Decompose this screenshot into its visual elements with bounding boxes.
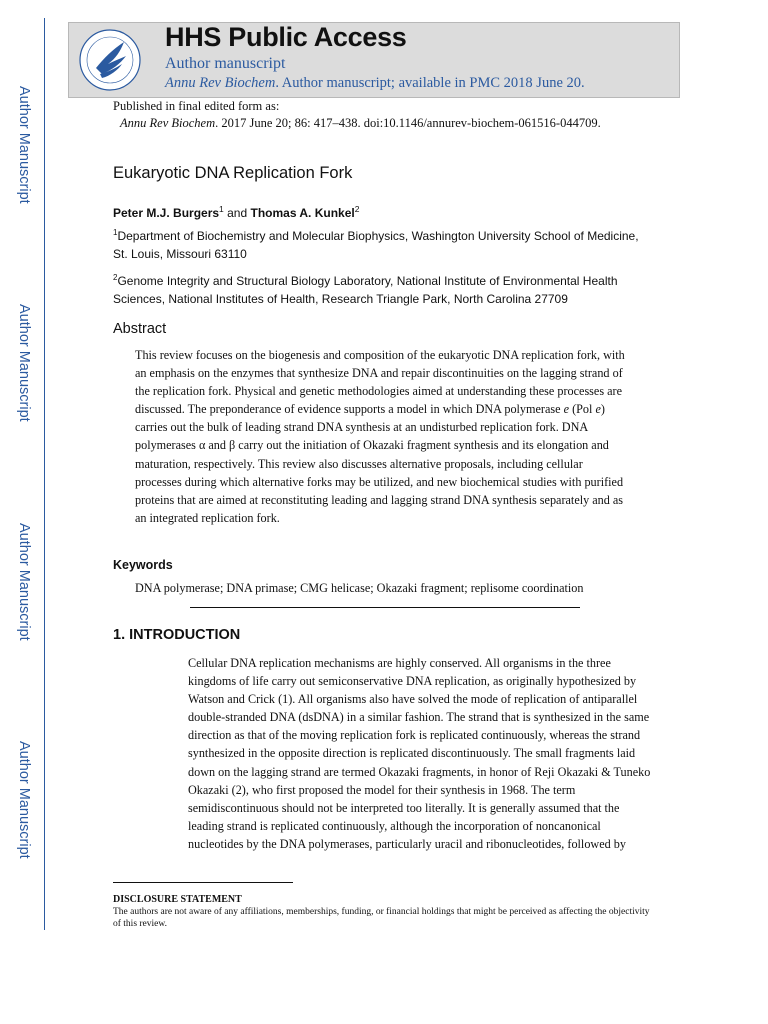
- abstract-text: This review focuses on the biogenesis and composition of the eukaryotic DNA replication fork, with an emphasis on the enzymes that synthesize DNA and repair discontinuities on the lagging strand of the replication fork. Physical and genetic methodologies aimed at understanding these processes are discussed. The preponderance of evidence supports a model in which DNA polymerase e (Pol e) carries out the bulk of leading strand DNA synthesis at an undisturbed replication fork. DNA polymerases α and β carry out the initiation of Okazaki fragment synthesis and its elongation and maturation, respectively. This review also discusses alternative proposals, including cellular processes during which alternative forks may be utilized, and new biochemical studies with purified proteins that are aimed at reconstituting leading and lagging strand DNA synthesis separately and as an integrated replication fork.: [135, 348, 625, 525]
- disclosure-text: The authors are not aware of any affiliations, memberships, funding, or financial holdings that might be perceived as affecting the objectivity of this review.: [113, 907, 650, 929]
- keywords-text: DNA polymerase; DNA primase; CMG helicase; Okazaki fragment; replisome coordination: [135, 581, 584, 595]
- author-manuscript-label: Author manuscript: [165, 55, 286, 72]
- authors: Peter M.J. Burgers$^1$ and Thomas A. Kunkel$^2$: [113, 204, 360, 220]
- hhs-title: HHS Public Access: [165, 22, 407, 52]
- affiliation-2: $^2$Genome Integrity and Structural Biology Laboratory, National Institute of Environmental Health Sciences, National Institutes of Health, Research Triangle Park, North Carolina 27709: [113, 273, 618, 306]
- introduction-heading: 1. INTRODUCTION: [113, 627, 241, 643]
- margin-rule: [44, 18, 45, 930]
- published-label: Published in final edited form as:: [113, 99, 280, 113]
- citation: Annu Rev Biochem. 2017 June 20; 86: 417–438. doi:10.1146/annurev-biochem-061516-044709.: [120, 116, 601, 130]
- disclosure-heading: DISCLOSURE STATEMENT: [113, 894, 242, 905]
- abstract-heading: Abstract: [113, 321, 167, 337]
- article-title: Eukaryotic DNA Replication Fork: [113, 164, 353, 182]
- footnote-rule: [113, 882, 293, 883]
- keywords-heading: Keywords: [113, 558, 173, 572]
- hhs-eagle-logo-icon: [78, 28, 142, 92]
- affiliation-1: $^1$Department of Biochemistry and Molecular Biophysics, Washington University School of Medicine, St. Louis, Missouri 63110: [113, 228, 639, 261]
- section-divider: [190, 607, 580, 608]
- availability-line: Annu Rev Biochem. Author manuscript; available in PMC 2018 June 20.: [165, 75, 585, 91]
- introduction-text: Cellular DNA replication mechanisms are highly conserved. All organisms in the three kingdoms of life carry out semiconservative DNA replication, as originally hypothesized by Watson and Crick (1). All organisms also have solved the mode of replication of antiparallel double-stranded DNA (dsDNA) in a similar fashion. The strand that is synthesized in the same direction as that of the moving replication fork is replicated continuously, whereas the strand synthesized in the opposite direction is replicated discontinuously. The small fragments laid down on the lagging strand are termed Okazaki fragments, in honor of Reji Okazaki & Tuneko Okazaki (2), who first proposed the model for their synthesis in 1968. The term semidiscontinuous should not be interpreted too literally. It is generally assumed that the leading strand is replicated continuously, although the incorporation of noncanonical nucleotides by the DNA polymerases, particularly uracil and ribonucleotides, followed by: [188, 656, 651, 851]
